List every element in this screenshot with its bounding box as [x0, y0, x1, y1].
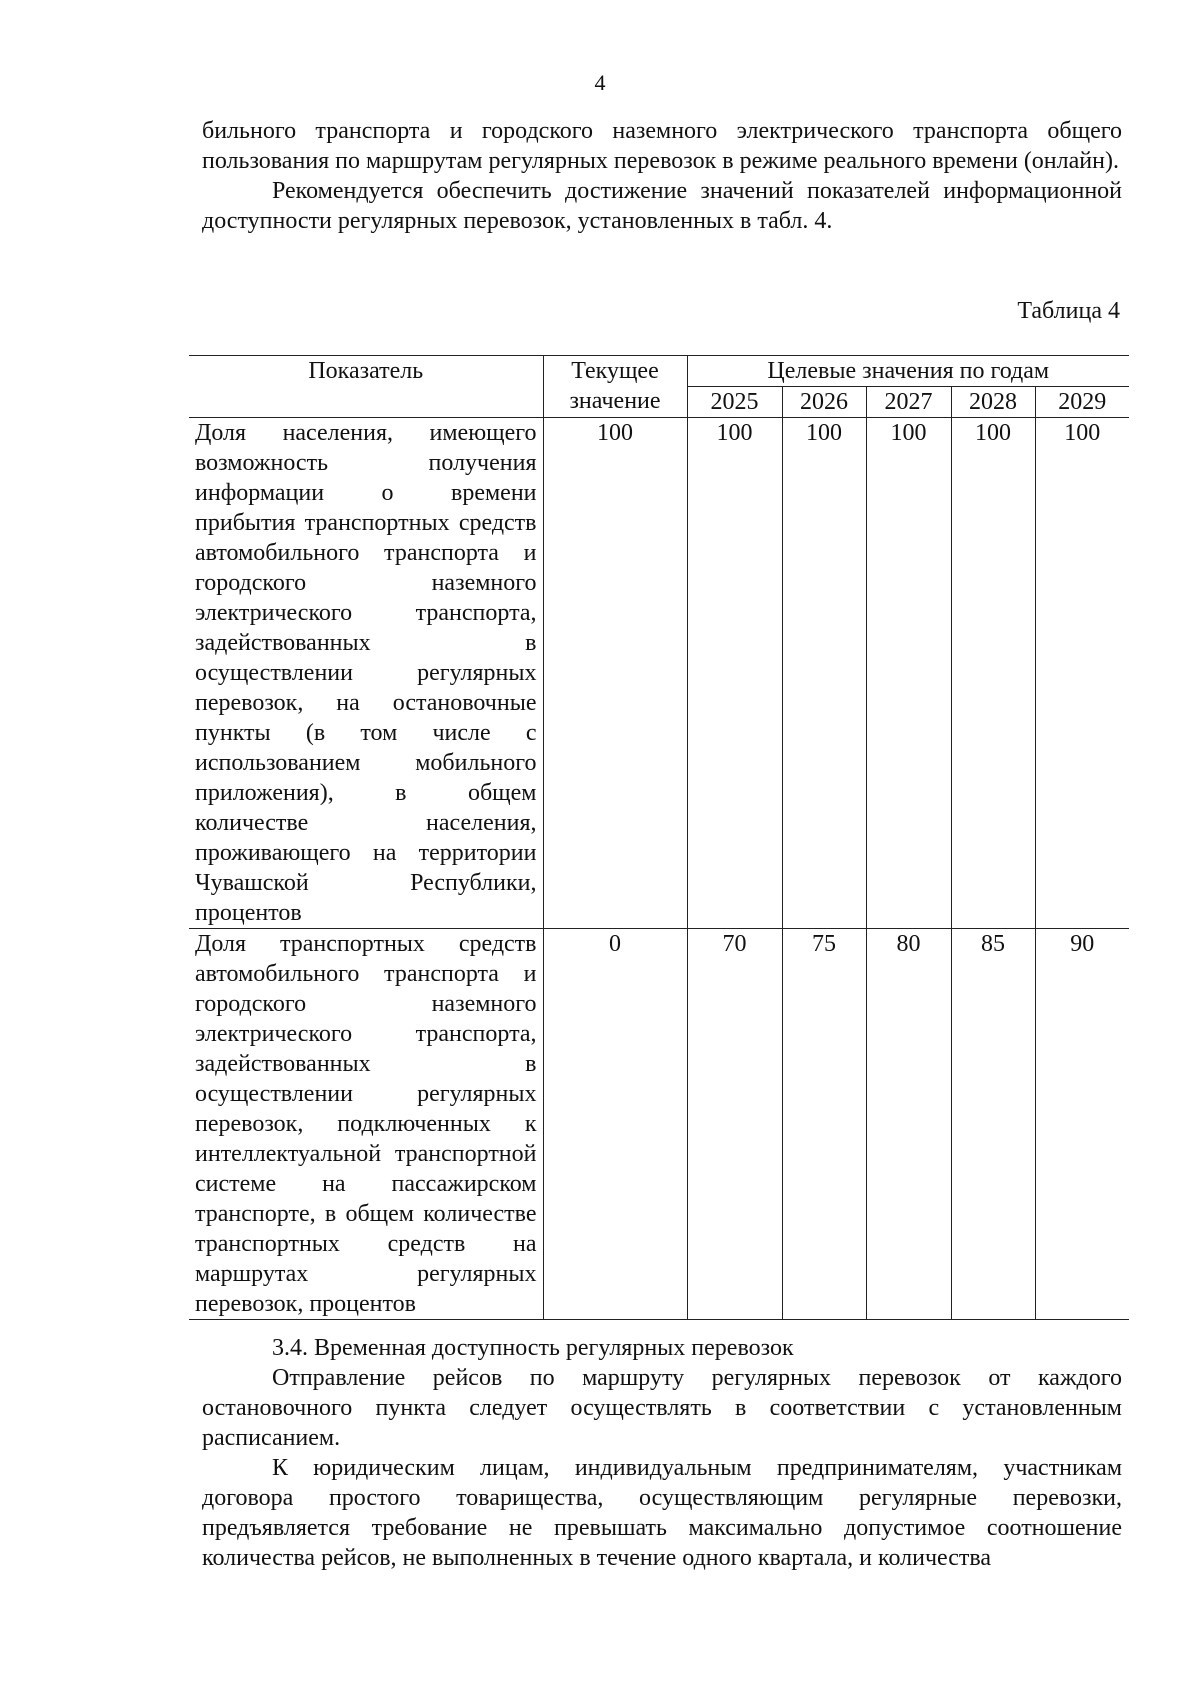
- intro-text: [202, 116, 1122, 236]
- table-caption: Таблица 4: [1017, 298, 1120, 324]
- target-value-cell: 80: [866, 929, 951, 1320]
- section-heading: 3.4. Временная доступность регулярных перевозок: [272, 1335, 794, 1361]
- section-paragraph-schedule: Отправление рейсов по маршруту регулярных перевозок от каждого остановочного пункта следует осуществлять в соответствии с установленным расписанием.: [202, 1365, 1122, 1451]
- target-value-cell: 100: [866, 418, 951, 929]
- header-year: 2028: [951, 387, 1035, 418]
- current-value-cell: 100: [543, 418, 687, 929]
- indicator-name: Доля населения, имеющего возможность получения информации о времени прибытия транспортных средств автомобильного транспорта и городского наземного электрического транспорта, задействованных в осуществлении регулярных перевозок, на остановочные пункты (в том числе с использованием мобильного приложения), в общем количестве населения, проживающего на территории Чувашской Республики, процентов: [189, 418, 543, 929]
- target-value-cell: 90: [1035, 929, 1129, 1320]
- header-current-value: Текущее значение: [543, 356, 687, 418]
- target-value-cell: 100: [782, 418, 866, 929]
- page-number: 4: [594, 70, 606, 95]
- target-value-cell: 100: [1035, 418, 1129, 929]
- indicator-name: Доля транспортных средств автомобильного транспорта и городского наземного электрического транспорта, задействованных в осуществлении регулярных перевозок, подключенных к интеллектуальной транспортной системе на пассажирском транспорте, в общем количестве транспортных средств на маршрутах регулярных перевозок, процентов: [189, 929, 543, 1320]
- header-year: 2026: [782, 387, 866, 418]
- intro-paragraph-continuation: бильного транспорта и городского наземного электрического транспорта общего пользования по маршрутам регулярных перевозок в режиме реального времени (онлайн).: [202, 118, 1122, 174]
- header-year: 2025: [687, 387, 782, 418]
- table-header-row: [189, 356, 1129, 387]
- target-value-cell: 100: [687, 418, 782, 929]
- header-indicator: Показатель: [189, 356, 543, 418]
- header-year: 2027: [866, 387, 951, 418]
- section-3-4: [202, 1333, 1122, 1573]
- table-row: [189, 418, 1129, 929]
- target-value-cell: 100: [951, 418, 1035, 929]
- target-value-cell: 70: [687, 929, 782, 1320]
- indicators-table-wrapper: [189, 355, 1129, 1320]
- intro-paragraph-recommendation: Рекомендуется обеспечить достижение значений показателей информационной доступности регулярных перевозок, установленных в табл. 4.: [202, 178, 1122, 234]
- current-value-cell: 0: [543, 929, 687, 1320]
- target-value-cell: 75: [782, 929, 866, 1320]
- indicators-table: [189, 355, 1129, 1320]
- section-paragraph-requirements: К юридическим лицам, индивидуальным предпринимателям, участникам договора простого товарищества, осуществляющим регулярные перевозки, предъявляется требование не превышать максимально допустимое соотношение количества рейсов, не выполненных в течение одного квартала, и количества: [202, 1455, 1122, 1571]
- header-target-values: Целевые значения по годам: [687, 356, 1129, 387]
- table-row: [189, 929, 1129, 1320]
- header-year: 2029: [1035, 387, 1129, 418]
- target-value-cell: 85: [951, 929, 1035, 1320]
